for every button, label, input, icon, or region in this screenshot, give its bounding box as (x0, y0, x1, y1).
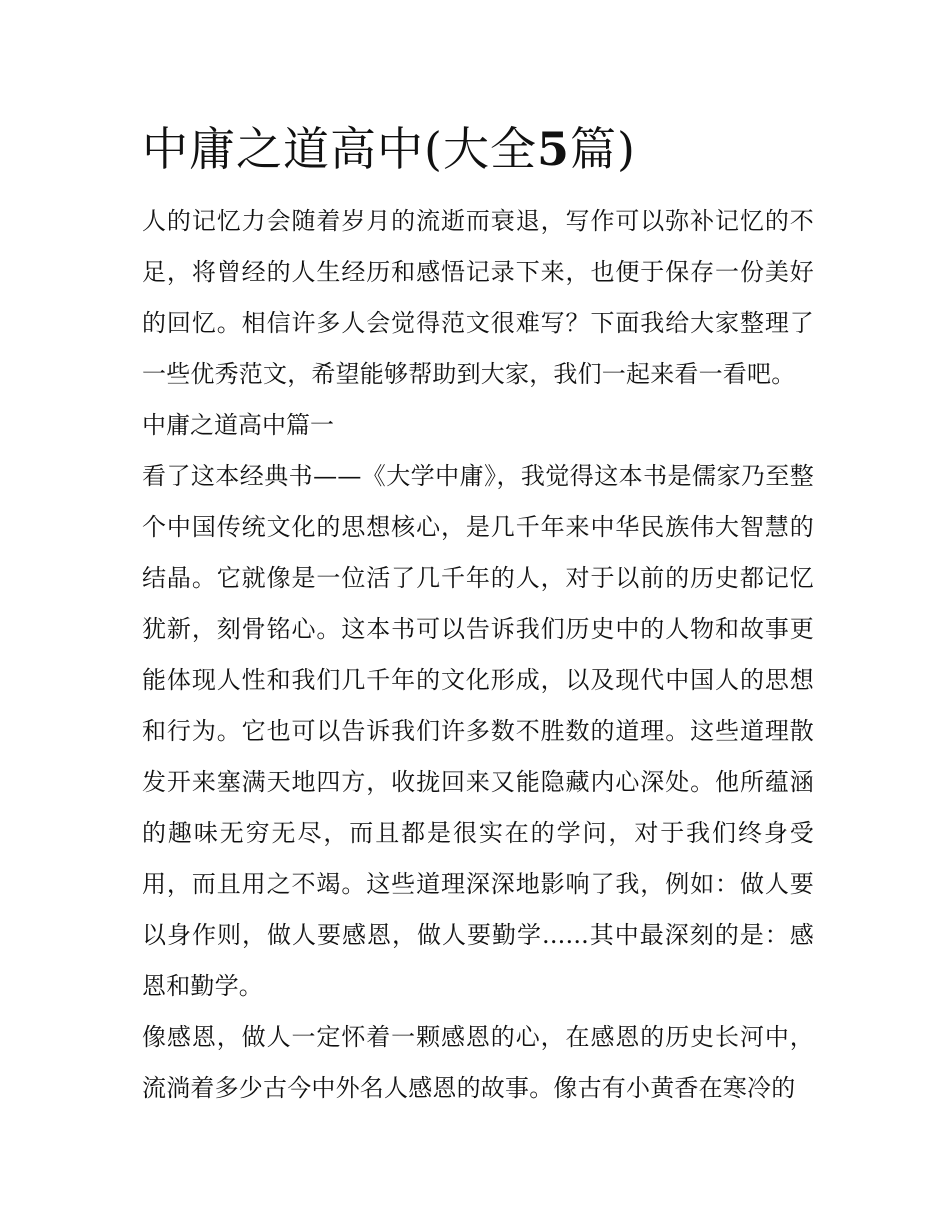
document-body (142, 118, 814, 1114)
document-title (142, 118, 814, 180)
title-lead: 中庸之道高中(大全 (142, 122, 537, 176)
intro-paragraph: 人的记忆力会随着岁月的流逝而衰退，写作可以弥补记忆的不足，将曾经的人生经历和感悟记录下来，也便于保存一份美好的回忆。相信许多人会觉得范文很难写？下面我给大家整理了一些优秀范文，希望能够帮助到大家，我们一起来看一看吧。 (142, 207, 814, 388)
body-paragraph: 看了这本经典书——《大学中庸》，我觉得这本书是儒家乃至整个中国传统文化的思想核心，是几千年来中华民族伟大智慧的结晶。它就像是一位活了几千年的人，对于以前的历史都记忆犹新，刻骨铭心。这本书可以告诉我们历史中的人物和故事更能体现人性和我们几千年的文化形成，以及现代中国人的思想和行为。它也可以告诉我们许多数不胜数的道理。这些道理散发开来塞满天地四方，收拢回来又能隐藏内心深处。他所蕴涵的趣味无穷无尽，而且都是很实在的学问，对于我们终身受用，而且用之不竭。这些道理深深地影响了我，例如：做人要以身作则，做人要感恩，做人要勤学......其中最深刻的是：感恩和勤学。 (142, 462, 814, 1000)
title-number: 5 (536, 122, 570, 176)
section-heading: 中庸之道高中篇一 (142, 411, 334, 439)
title-tail: 篇) (569, 122, 636, 176)
body-paragraph: 像感恩，做人一定怀着一颗感恩的心，在感恩的历史长河中，流淌着多少古今中外名人感恩的故事。像古有小黄香在寒冷的 (142, 1023, 814, 1102)
